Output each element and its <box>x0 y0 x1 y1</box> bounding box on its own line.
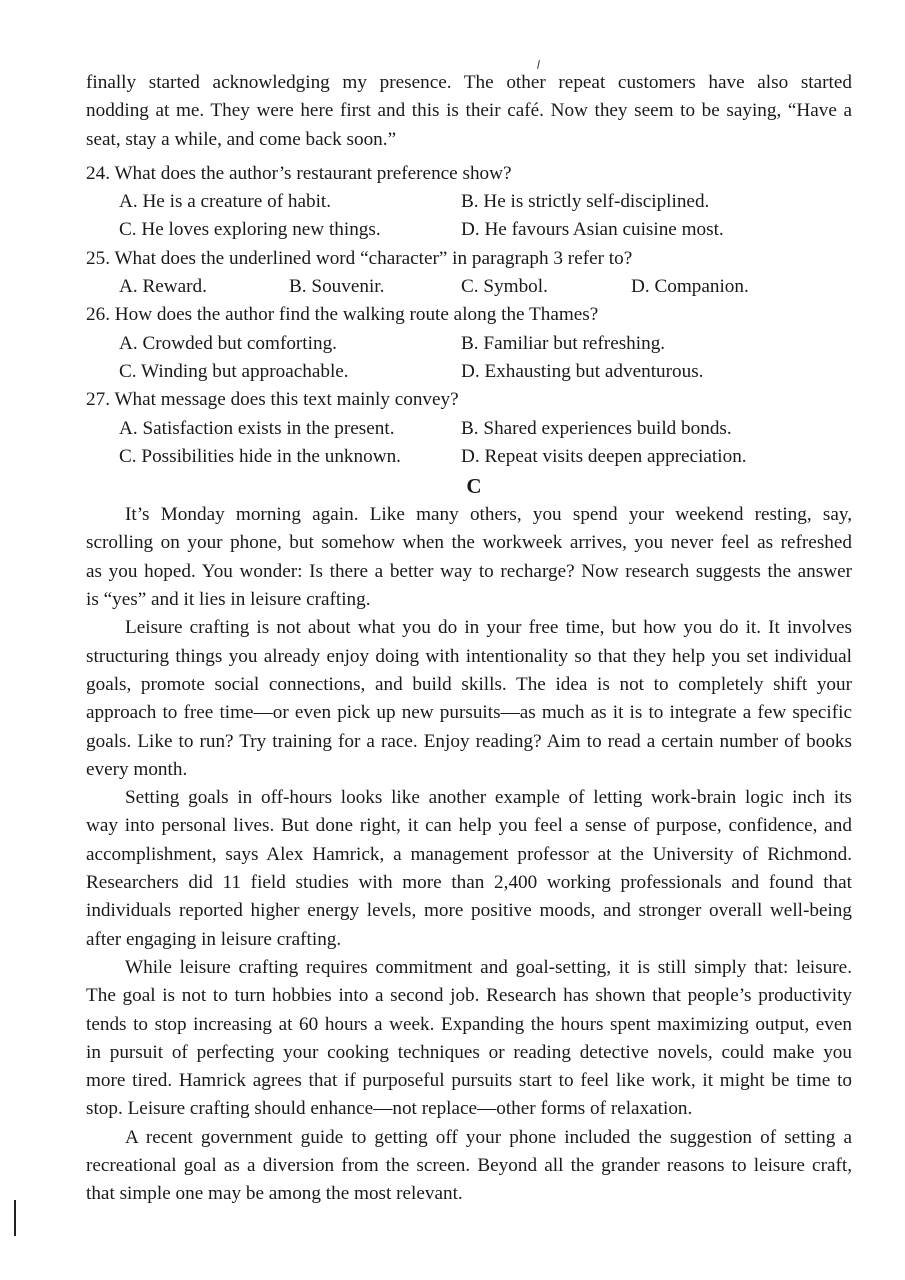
paragraph <box>86 614 852 784</box>
question-24 <box>86 160 852 245</box>
options-row <box>86 358 852 386</box>
text-line: way into personal lives. But done right, it can help you feel a sense of purpose, confidence, and <box>86 815 852 837</box>
option-b[interactable]: B. He is strictly self-disciplined. <box>461 191 710 213</box>
option-b[interactable]: B. Shared experiences build bonds. <box>461 417 732 439</box>
text-line: after engaging in leisure crafting. <box>86 928 342 950</box>
options-row <box>86 188 852 216</box>
option-a[interactable]: A. He is a creature of habit. <box>119 191 332 213</box>
question-25 <box>86 245 852 302</box>
question-number: 25. <box>86 247 110 269</box>
text-line: A recent government guide to getting off your phone included the suggestion of setting a <box>125 1126 852 1148</box>
exam-page <box>86 69 852 1209</box>
question-27 <box>86 386 852 471</box>
text-line: every month. <box>86 758 188 780</box>
question-text: How does the author find the walking route along the Thames? <box>114 304 599 326</box>
stray-pen-mark <box>537 60 540 69</box>
options-row <box>86 415 852 443</box>
text-line: is “yes” and it lies in leisure crafting. <box>86 589 371 611</box>
option-d[interactable]: D. Repeat visits deepen appreciation. <box>461 445 747 467</box>
text-line: in pursuit of perfecting your cooking techniques or reading detective novels, could make you <box>86 1041 852 1063</box>
text-line: goals. Like to run? Try training for a race. Enjoy reading? Aim to read a certain number of books <box>86 730 852 752</box>
question-number: 27. <box>86 389 110 411</box>
option-d[interactable]: D. He favours Asian cuisine most. <box>461 219 724 241</box>
question-stem <box>86 301 852 329</box>
text-line: as you hoped. You wonder: Is there a better way to recharge? Now research suggests the answer <box>86 560 852 582</box>
text-line: that simple one may be among the most relevant. <box>86 1183 463 1205</box>
text-line: It’s Monday morning again. Like many others, you spend your weekend resting, say, <box>125 504 852 526</box>
section-heading-c: C <box>466 474 482 499</box>
text-line: accomplishment, says Alex Hamrick, a management professor at the University of Richmond. <box>86 843 852 865</box>
question-stem <box>86 245 852 273</box>
text-line: recreational goal as a diversion from the screen. Beyond all the grander reasons to leisure craft, <box>86 1154 852 1176</box>
text-line: nodding at me. They were here first and this is their café. Now they seem to be saying, “Have a <box>86 100 852 122</box>
option-c[interactable]: C. Possibilities hide in the unknown. <box>119 445 401 467</box>
passage-c <box>86 501 852 1208</box>
question-number: 26. <box>86 304 110 326</box>
question-stem <box>86 160 852 188</box>
margin-line-mark <box>14 1200 16 1236</box>
text-line: stop. Leisure crafting should enhance—not replace—other forms of relaxation. <box>86 1098 693 1120</box>
option-a[interactable]: A. Satisfaction exists in the present. <box>119 417 395 439</box>
text-line: Setting goals in off-hours looks like another example of letting work-brain logic inch its <box>125 787 852 809</box>
text-line: goals, promote social connections, and build skills. The idea is not to completely shift your <box>86 673 852 695</box>
text-line: individuals reported higher energy levels, more positive moods, and stronger overall well-being <box>86 900 852 922</box>
paragraph <box>86 1124 852 1209</box>
text-line: seat, stay a while, and come back soon.” <box>86 128 397 150</box>
options-row <box>86 443 852 471</box>
question-26 <box>86 301 852 386</box>
text-line: tends to stop increasing at 60 hours a week. Expanding the hours spent maximizing output, even <box>86 1013 852 1035</box>
text-line: scrolling on your phone, but somehow when the workweek arrives, you never feel as refreshed <box>86 532 852 554</box>
option-c[interactable]: C. Winding but approachable. <box>119 360 349 382</box>
paragraph <box>86 501 852 614</box>
question-text: What message does this text mainly convey? <box>114 389 459 411</box>
option-c[interactable]: C. He loves exploring new things. <box>119 219 381 241</box>
question-text: What does the underlined word “character” in paragraph 3 refer to? <box>114 247 633 269</box>
text-line: While leisure crafting requires commitment and goal-setting, it is still simply that: leisure. <box>125 956 852 978</box>
paragraph <box>86 784 852 954</box>
text-line: Researchers did 11 field studies with more than 2,400 working professionals and found that <box>86 872 852 894</box>
passage-b-continuation <box>86 69 852 154</box>
option-c[interactable]: C. Symbol. <box>461 276 548 298</box>
option-d[interactable]: D. Companion. <box>631 276 749 298</box>
options-row <box>86 273 852 301</box>
text-line: Leisure crafting is not about what you do in your free time, but how you do it. It involves <box>125 617 852 639</box>
options-row <box>86 216 852 244</box>
question-number: 24. <box>86 162 110 184</box>
text-line: approach to free time—or even pick up new pursuits—as much as it is to integrate a few specific <box>86 702 852 724</box>
text-line: structuring things you already enjoy doing with intentionality so that they help you set individual <box>86 645 852 667</box>
question-stem <box>86 386 852 414</box>
option-d[interactable]: D. Exhausting but adventurous. <box>461 360 704 382</box>
option-b[interactable]: B. Familiar but refreshing. <box>461 332 666 354</box>
paragraph <box>86 954 852 1124</box>
option-a[interactable]: A. Reward. <box>119 276 207 298</box>
text-line: The goal is not to turn hobbies into a second job. Research has shown that people’s productivity <box>86 985 852 1007</box>
options-row <box>86 330 852 358</box>
text-line: finally started acknowledging my presence. The other repeat customers have also started <box>86 72 852 93</box>
option-b[interactable]: B. Souvenir. <box>289 276 385 298</box>
option-a[interactable]: A. Crowded but comforting. <box>119 332 337 354</box>
text-line: more tired. Hamrick agrees that if purposeful pursuits start to feel like work, it might be time to <box>86 1070 852 1092</box>
question-text: What does the author’s restaurant preference show? <box>114 162 512 184</box>
